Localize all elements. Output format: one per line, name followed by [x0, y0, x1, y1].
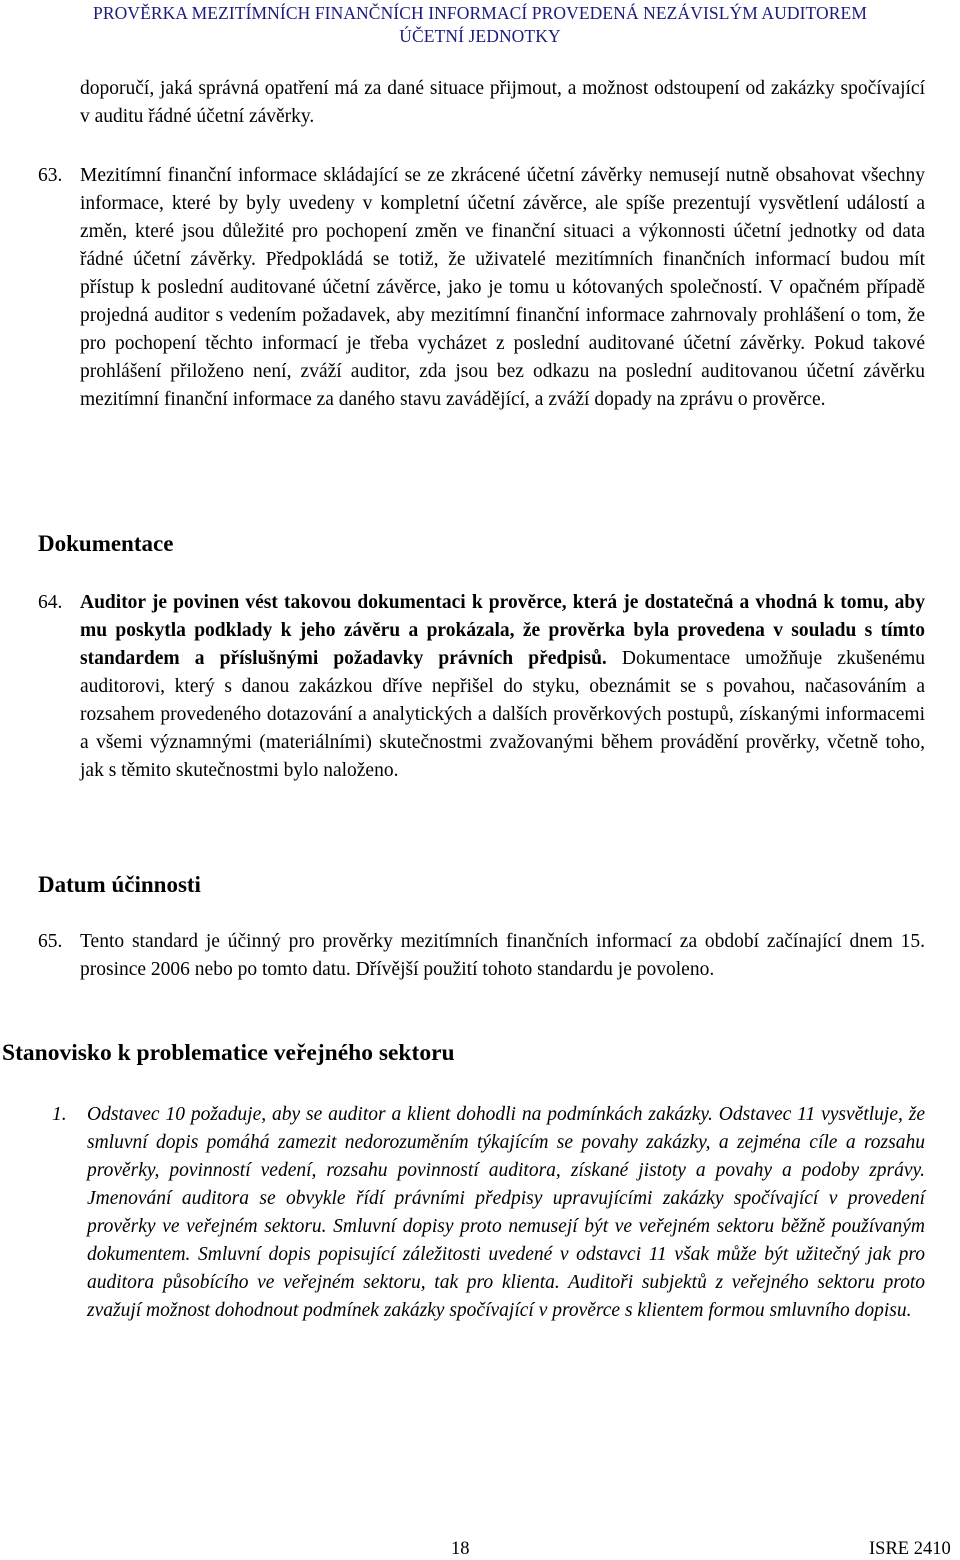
paragraph-number-65: 65.: [38, 931, 63, 952]
heading-effective-date: Datum účinnosti: [38, 872, 201, 897]
page-header: [0, 2, 960, 48]
header-title-line1: PROVĚRKA MEZITÍMNÍCH FINANČNÍCH INFORMACÍ PROVEDENÁ NEZÁVISLÝM AUDITOREM: [93, 3, 867, 23]
paragraph-63-text: Mezitímní finanční informace skládající se ze zkrácené účetní závěrky nemusejí nutně obsahovat všechny informace, které by byly uvedeny v kompletní účetní závěrce, ale spíše prezentují vysvětlení událostí a změn, které jsou důležité pro pochopení změn ve finanční situaci a výkonnosti účetní jednotky od data řádné účetní závěrky. Předpokládá se totiž, že uživatelé mezitímních finančních informací budou mít přístup k poslední auditované účetní závěrce, jako je tomu u kótovaných společností. V opačném případě projedná auditor s vedením požadavek, aby mezitímní finanční informace zahrnovaly prohlášení o tom, že pro pochopení těchto informací je třeba vycházet z poslední auditované účetní závěrky. Pokud takové prohlášení přiloženo není, zváží auditor, zda jsou bez odkazu na poslední auditovanou účetní závěrku mezitímní finanční informace za daného stavu zavádějící, a zváží dopady na zprávu o prověrce.: [80, 165, 925, 410]
paragraph-64-text: Dokumentace umožňuje zkušenému auditorovi, který s danou zakázkou dříve nepřišel do styku, obeznámit se s povahou, načasováním a rozsahem provedeného dotazování a analytických a dalších prověrkových postupů, získanými informacemi a všemi významnými (materiálními) skutečnostmi zvažovanými během provádění prověrky, včetně toho, jak s těmito skutečnostmi bylo naloženo.: [80, 648, 926, 781]
paragraph-65-text: Tento standard je účinný pro prověrky mezitímních finančních informací za období začínající dnem 15. prosince 2006 nebo po tomto datu. Dřívější použití tohoto standardu je povoleno.: [80, 931, 925, 980]
paragraph-64: [80, 589, 925, 785]
heading-public-sector: Stanovisko k problematice veřejného sektoru: [2, 1040, 455, 1066]
paragraph-number-64: 64.: [38, 592, 63, 613]
public-sector-item-number: 1.: [52, 1104, 67, 1125]
heading-documentation: Dokumentace: [38, 531, 174, 556]
footer-standard-code: ISRE 2410: [869, 1539, 951, 1559]
paragraph-number-63: 63.: [38, 165, 63, 186]
public-sector-item-text: Odstavec 10 požaduje, aby se auditor a klient dohodli na podmínkách zakázky. Odstavec 11 vysvětluje, že smluvní dopis pomáhá zamezit nedorozuměním týkajícím se povahy zakázky, a zejména cíle a rozsahu prověrky, povinností vedení, rozsahu povinností auditora, získané jistoty a povahy a podoby zprávy. Jmenování auditora se obvykle řídí právními předpisy upravujícími zakázky spočívající v provedení prověrky ve veřejném sektoru. Smluvní dopisy proto nemusejí být ve veřejném sektoru běžně používaným dokumentem. Smluvní dopis popisující záležitosti uvedené v odstavci 11 však může být užitečný jak pro auditora působícího ve veřejném sektoru, tak pro klienta. Auditoři subjektů z veřejného sektoru proto zvažují možnost dohodnout podmínek zakázky spočívající v prověrce s klientem formou smluvního dopisu.: [87, 1104, 925, 1321]
footer-page-number: 18: [451, 1539, 470, 1559]
paragraph-64-bold-text: Auditor je povinen vést takovou dokumentaci k prověrce, která je dostatečná a vhodná k tomu, aby mu poskytla podklady k jeho závěru a prokázala, že prověrka byla provedena v souladu s tímto standardem a příslušnými požadavky právních předpisů.: [80, 592, 925, 669]
intro-paragraph: doporučí, jaká správná opatření má za dané situace přijmout, a možnost odstoupení od zakázky spočívající v auditu řádné účetní závěrky.: [80, 78, 925, 127]
header-title-line2: ÚČETNÍ JEDNOTKY: [399, 26, 561, 46]
